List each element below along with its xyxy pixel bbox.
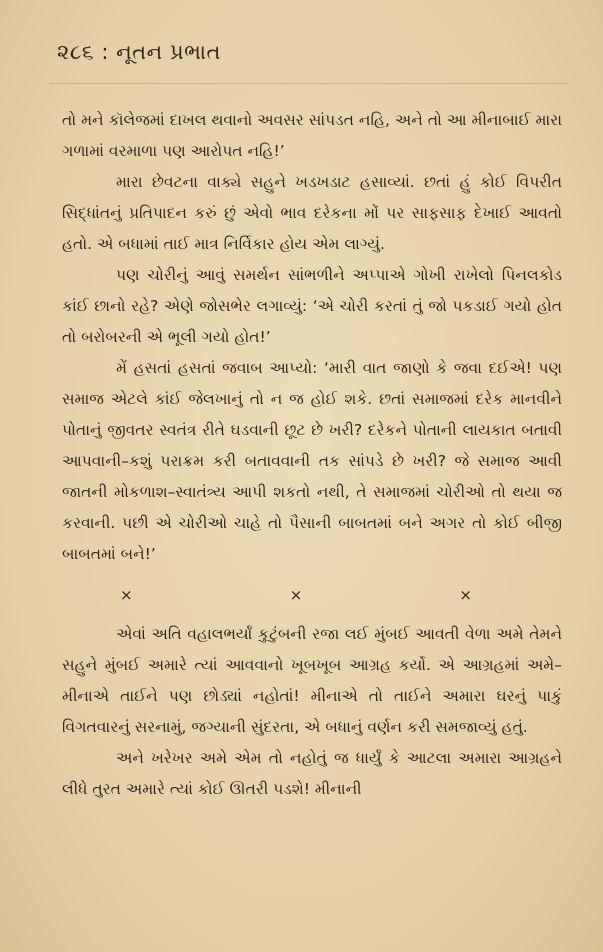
- header-separator: :: [101, 40, 109, 64]
- book-title: નૂતન પ્રભાત: [116, 40, 221, 64]
- paragraph: એવાં અતિ વહાલભર્યાં કુટુંબની રજા લઈ મુંબઈ આવતી વેળા અમે તેમને સહુને મુંબઈ અમારે ત્યાં આવવાનો ખૂબખૂબ આગ્રહ કર્યો. એ આગ્રહમાં અમે–મીનાએ તાઈને પણ છોડ્યાં નહોતાં! મીનાએ તો તાઈને અમારા ઘરનું પાકું વિગતવારનું સરનામું, જગ્યાની સુંદરતા, એ બધાનું વર્ણન કરી સમજાવ્યું હતું.: [62, 625, 562, 736]
- section-break-mark: ×: [459, 586, 472, 604]
- section-break-mark: ×: [289, 586, 303, 604]
- paragraph: મારા છેવટના વાક્યે સહુને ખડખડાટ હસાવ્યાં. છતાં હું કોઈ વિપરીત સિદ્ધાંતનું પ્રતિપાદન કરું છું એવો ભાવ દરેકના મોં પર સાફસાફ દેખાઈ આવતો હતો. એ બધામાં તાઈ માત્ર નિર્વિકાર હોય એમ લાગ્યું.: [62, 173, 562, 253]
- running-header: [57, 40, 221, 65]
- paragraph: તો મને કૉલેજમાં દાખલ થવાનો અવસર સાંપડત નહિ, અને તો આ મીનાબાઈ મારા ગળામાં વરમાળા પણ આરોપત નહિ!’: [62, 111, 562, 160]
- header-rule: [50, 83, 568, 84]
- paragraph: અને ખરેખર અમે એમ તો નહોતું જ ધાર્યું કે આટલા અમારા આગ્રહને લીધે તુરત અમારે ત્યાં કોઈ ઊતરી પડશે! મીનાની: [62, 749, 562, 798]
- section-break: [62, 580, 562, 611]
- page-body: [62, 105, 562, 805]
- page-number: ૨૮૬: [57, 40, 95, 64]
- paragraph: મેં હસતાં હસતાં જવાબ આપ્યો: ‘મારી વાત જાણો કે જવા દઈએ! પણ સમાજ એટલે કાંઈ જેલખાનું તો ન જ હોઈ શકે. છતાં સમાજમાં દરેક માનવીને પોતાનું જીવતર સ્વતંત્ર રીતે ઘડવાની છૂટ છે ખરી? દરેકને પોતાની લાયકાત બતાવી આપવાની–કશું પરાક્રમ કરી બતાવવાની તક સાંપડે છે ખરી? જે સમાજ આવી જાતની મોકળાશ–સ્વાતંત્ર્ય આપી શકતો નથી, તે સમાજમાં ચોરીઓ તો થયા જ કરવાની. પછી એ ચોરીઓ ચાહે તો પૈસાની બાબતમાં બને અગર તો કોઈ બીજી બાબતમાં બને!’: [62, 359, 562, 563]
- paragraph: પણ ચોરીનું આવું સમર્થન સાંભળીને અપ્પાએ ગોખી રાખેલો પિનલકોડ કાંઈ છાનો રહે? એણે જોસભેર લગાવ્યું: ‘એ ચોરી કરતાં તું જો પકડાઈ ગયો હોત તો બરોબરની એ ભૂલી ગયો હોત!’: [62, 266, 562, 346]
- section-break-mark: ×: [120, 586, 133, 604]
